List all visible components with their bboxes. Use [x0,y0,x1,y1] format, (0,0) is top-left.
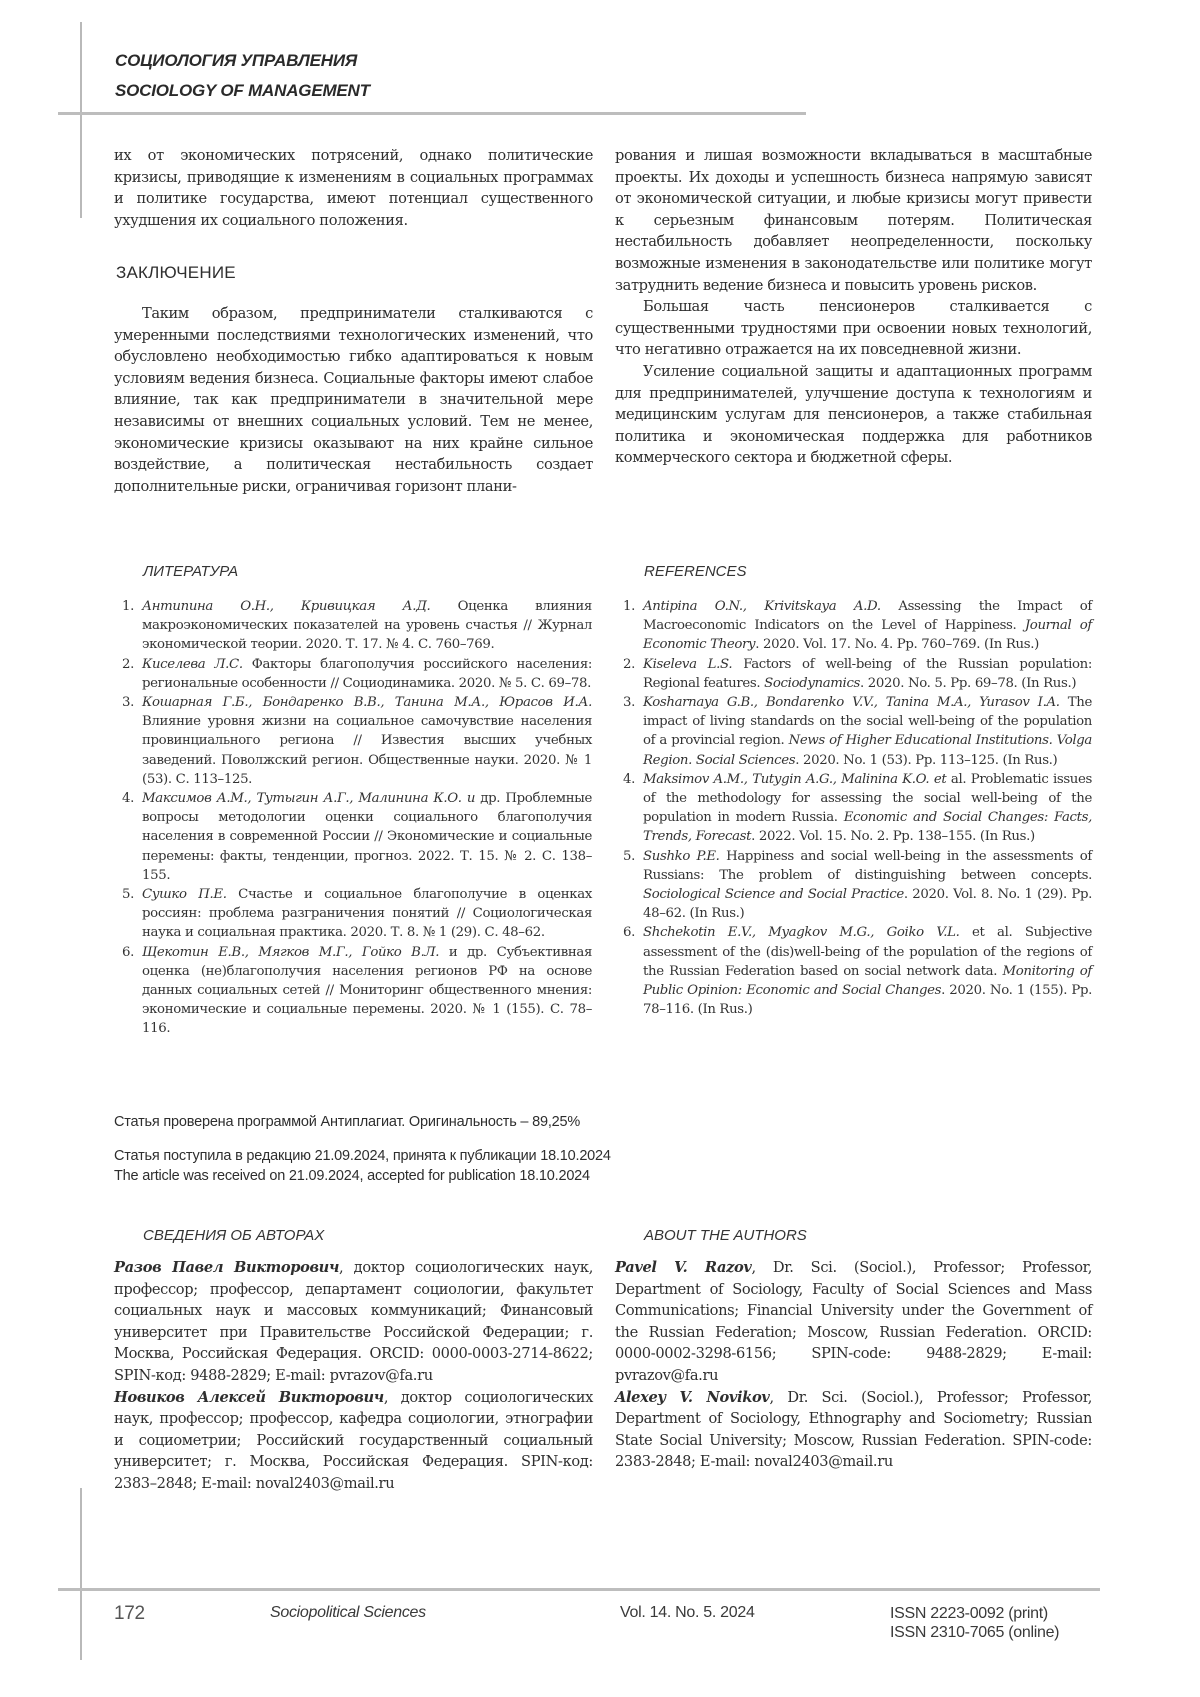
authors-en-title: ABOUT THE AUTHORS [644,1227,807,1244]
reference-authors: Антипина О.Н., Кривицкая А.Д. [142,599,431,614]
paragraph: Таким образом, предприниматели сталкиваются с умеренными последствиями технологических изменений, что обусловлено необходимостью гибко адаптироваться к новым условиям ведения бизнеса. Социальные факторы имеют слабое влияние, так как предприниматели в значительной мере независимы от внешних социальных условий. Тем не менее, экономические кризисы оказывают на них крайне сильное воздействие, а политическая нестабильность создает дополнительные риски, ограничивая горизонт плани- [114,305,593,495]
reference-authors: Kosharnaya G.B., Bondarenko V.V., Tanina M.A., Yurasov I.A. [643,695,1060,711]
reference-item: 5. Sushko P.E. Happiness and social well-being in the assessments of Russians: The problem of distinguishing between concepts. Sociological Science and Social Practice. 2020. Vol. 8. No. 1 (29). Pp. 48–62. (In Rus.) [623,848,1092,922]
literature-title: ЛИТЕРАТУРА [143,563,239,580]
author-name: Новиков Алексей Викторович [114,1388,384,1406]
section-title-ru: СОЦИОЛОГИЯ УПРАВЛЕНИЯ [115,51,358,70]
reference-item: 2. Киселева Л.С. Факторы благополучия российского населения: региональные особенности // Социодинамика. 2020. № 5. С. 69–78. [122,656,592,691]
reference-journal: Journal of Economic Theory [643,618,1092,653]
reference-authors: Antipina O.N., Krivitskaya A.D. [643,599,881,614]
reference-authors: Киселева Л.С. [142,656,243,672]
reference-item: 6. Shchekotin E.V., Myagkov M.G., Goiko V.L. et al. Subjective assessment of the (dis)well-being of the population of the regions of the Russian Federation based on social network data. Monitoring of Public Opinion: Economic and Social Changes. 2020. No. 1 (155). Pp. 78–116. (In Rus.) [623,925,1093,1018]
reference-authors: Maksimov A.M., Tutygin A.G., Malinina K.O. et [643,771,947,787]
reference-authors: Kiseleva L.S. [643,656,733,672]
reference-item: 5. Сушко П.Е. Счастье и социальное благополучие в оценках россиян: проблема разграничения понятий // Социологическая наука и социальная практика. 2020. Т. 8. № 1 (29). С. 48–62. [122,887,592,941]
authors-ru [114,1257,593,1495]
reference-authors: Щекотин Е.В., Мягков М.Г., Гойко В.Л. [142,944,440,960]
reference-journal: Monitoring of Public Opinion: Economic and Social Changes [643,963,1093,999]
journal-name: Sociopolitical Sciences [270,1604,426,1621]
author-name: Alexey V. Novikov [615,1388,770,1406]
top-vertical-rule [80,22,82,218]
reference-authors: Кошарная Г.Б., Бондаренко В.В., Танина М.А., Юрасов И.А. [142,695,592,711]
author-entry: Новиков Алексей Викторович, доктор социологических наук, профессор; профессор, кафедра социологии, этнографии и социометрии; Российский государственный социальный университет; г. Москва, Российская Федерация. SPIN-код: 2383–2848; E-mail: noval2403@mail.ru [114,1388,594,1492]
body-left-top [114,145,593,231]
reference-journal: Economic and Social Changes: Facts, Trends, Forecast [643,810,1093,845]
reference-item: 1. Антипина О.Н., Кривицкая А.Д. Оценка влияния макроэкономических показателей на уровень счастья // Журнал экономической теории. 2020. Т. 17. № 4. С. 760–769. [122,599,592,653]
author-entry: Pavel V. Razov, Dr. Sci. (Sociol.), Professor; Professor, Department of Sociology, Faculty of Social Sciences and Mass Communications; Financial University under the Government of the Russian Federation; Moscow, Russian Federation. ORCID: 0000-0002-3298-6156; SPIN-code: 9488-2829; E-mail: pvrazov@fa.ru [615,1259,1092,1384]
antiplagiat-note: Статья проверена программой Антиплагиат. Оригинальность – 89,25% [114,1114,581,1130]
reference-item: 3. Кошарная Г.Б., Бондаренко В.В., Танина М.А., Юрасов И.А. Влияние уровня жизни на социальное самочувствие населения провинциального региона // Известия высших учебных заведений. Поволжский регион. Общественные науки. 2020. № 1 (53). С. 113–125. [122,695,592,787]
references-list [623,597,1092,1019]
reference-item: 6. Щекотин Е.В., Мягков М.Г., Гойко В.Л. и др. Субъективная оценка (не)благополучия населения регионов РФ на основе данных социальных сетей // Мониторинг общественного мнения: экономические и социальные перемены. 2020. № 1 (155). С. 78–116. [122,944,592,1037]
section-title-en: SOCIOLOGY OF MANAGEMENT [115,81,370,100]
author-entry: Alexey V. Novikov, Dr. Sci. (Sociol.), Professor; Professor, Department of Sociology, Ethnography and Sociometry; Russian State Social University; Moscow, Russian Federation. SPIN-code: 2383-2848; E-mail: noval2403@mail.ru [615,1388,1093,1471]
issue-info: Vol. 14. No. 5. 2024 [620,1604,755,1621]
authors-ru-title: СВЕДЕНИЯ ОБ АВТОРАХ [143,1227,325,1244]
running-head [115,46,370,106]
reference-authors: Sushko P.E. [643,848,720,864]
reference-item: 4. Maksimov A.M., Tutygin A.G., Malinina K.O. et al. Problematic issues of the methodology for assessing the social well-being of the population in modern Russia. Economic and Social Changes: Facts, Trends, Forecast. 2022. Vol. 15. No. 2. Pp. 138–155. (In Rus.) [623,771,1093,845]
conclusion-heading: ЗАКЛЮЧЕНИЕ [116,263,236,282]
references-title: REFERENCES [644,563,747,580]
reference-item: 4. Максимов А.М., Тутыгин А.Г., Малинина К.О. и др. Проблемные вопросы методологии оценки социального благополучия населения в современной России // Экономические и социальные перемены: факты, тенденции, прогноз. 2022. Т. 15. № 2. С. 138–155. [122,791,592,883]
reference-journal: Sociodynamics [764,675,861,691]
authors-en [615,1257,1092,1473]
reference-item: 2. Kiseleva L.S. Factors of well-being of the Russian population: Regional features. Sociodynamics. 2020. No. 5. Pp. 69–78. (In Rus.) [623,656,1092,691]
reference-journal: Sociological Science and Social Practice [643,887,904,903]
received-ru: Статья поступила в редакцию 21.09.2024, принята к публикации 18.10.2024 [114,1148,611,1164]
literature-list [122,597,592,1039]
reference-item: 1. Antipina O.N., Krivitskaya A.D. Assessing the Impact of Macroeconomic Indicators on the Level of Happiness. Journal of Economic Theory. 2020. Vol. 17. No. 4. Pp. 760–769. (In Rus.) [623,599,1092,653]
footer-rule [58,1588,1100,1591]
author-name: Разов Павел Викторович [114,1259,340,1276]
paragraph: Большая часть пенсионеров сталкивается с существенными трудностями при освоении новых технологий, что негативно отражается на их повседневной жизни. [615,298,1092,359]
received-en: The article was received on 21.09.2024, accepted for publication 18.10.2024 [114,1168,590,1184]
body-left-conclusion [114,303,593,497]
header-rule [58,112,806,115]
received-note [114,1146,611,1186]
issn-print: ISSN 2223-0092 (print) [890,1605,1048,1622]
paragraph: их от экономических потрясений, однако политические кризисы, приводящие к изменениям в социальных программах и политике государства, имеют потенциал существенного ухудшения их социального положения. [114,147,593,229]
reference-authors: Максимов А.М., Тутыгин А.Г., Малинина К.О. и [142,791,476,807]
paragraph: Усиление социальной защиты и адаптационных программ для предпринимателей, улучшение доступа к технологиям и медицинским услугам для пенсионеров, а также стабильная политика и экономическая поддержка для работников коммерческого сектора и бюджетной сферы. [615,362,1092,467]
reference-authors: Сушко П.Е. [142,887,227,903]
reference-authors: Shchekotin E.V., Myagkov M.G., Goiko V.L. [643,925,960,941]
body-right [615,145,1092,469]
reference-journal: News of Higher Educational Institutions. Volga Region. Social Sciences [643,733,1092,768]
reference-item: 3. Kosharnaya G.B., Bondarenko V.V., Tanina M.A., Yurasov I.A. The impact of living standards on the social well-being of the population of a provincial region. News of Higher Educational Institutions. Volga Region. Social Sciences. 2020. No. 1 (53). Pp. 113–125. (In Rus.) [623,695,1092,768]
page-number: 172 [114,1603,145,1624]
author-name: Pavel V. Razov [615,1259,752,1276]
issn-block [890,1604,1059,1642]
author-entry: Разов Павел Викторович, доктор социологических наук, профессор; профессор, департамент социологии, факультет социальных наук и массовых коммуникаций; Финансовый университет при Правительстве Российской Федерации; г. Москва, Российская Федерация. ORCID: 0000-0003-2714-8622; SPIN-код: 9488-2829; E-mail: pvrazov@fa.ru [114,1259,593,1384]
paragraph: рования и лишая возможности вкладываться в масштабные проекты. Их доходы и успешность бизнеса напрямую зависят от экономической ситуации, и любые кризисы могут привести к серьезным финансовым потерям. Политическая нестабильность добавляет неопределенности, поскольку возможные изменения в законодательстве или политике могут затруднить ведение бизнеса и повысить уровень рисков. [615,147,1092,294]
bottom-vertical-rule [80,1488,82,1660]
issn-online: ISSN 2310-7065 (online) [890,1624,1060,1641]
